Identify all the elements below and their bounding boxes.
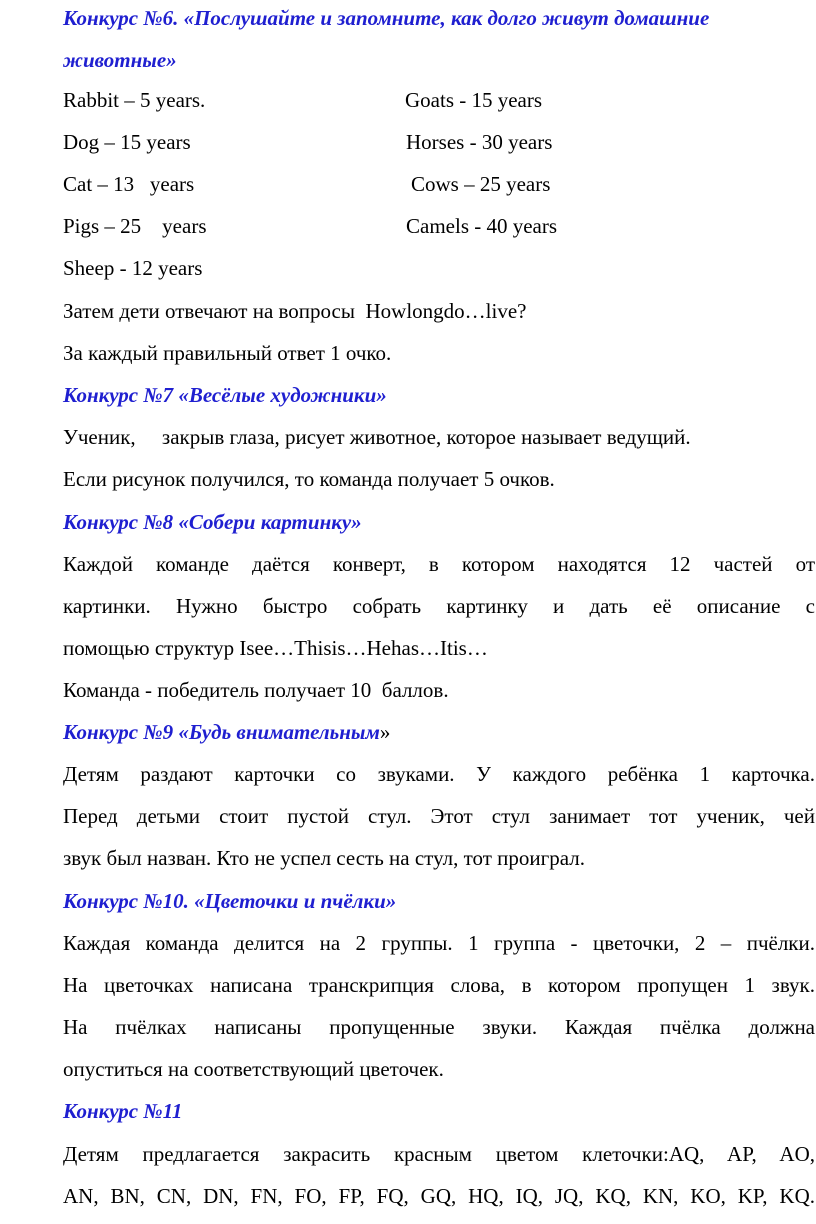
contest7-title: Конкурс №7 «Весёлые художники»: [63, 383, 387, 407]
animal-right: Camels - 40 years: [406, 214, 558, 238]
animal-row-4: [63, 212, 815, 240]
contest11-line2: AN, BN, CN, DN, FN, FO, FP, FQ, GQ, HQ, IQ, JQ, KQ, KN, KO, KP, KQ.: [63, 1184, 815, 1208]
contest11-title: Конкурс №11: [63, 1099, 183, 1123]
contest10-title: Конкурс №10. «Цветочки и пчёлки»: [63, 889, 397, 913]
contest10-line2: На цветочках написана транскрипция слова, в котором пропущен 1 звук.: [63, 973, 815, 997]
animal-left: Sheep - 12 years: [63, 256, 203, 280]
contest8-line2: картинки. Нужно быстро собрать картинку и дать её описание с: [63, 594, 815, 618]
contest8-line3: помощью структур Isee…Thisis…Hehas…Itis…: [63, 636, 488, 660]
animal-left: Cat – 13 years: [63, 172, 195, 196]
contest8-line1: Каждой команде даётся конверт, в котором находятся 12 частей от: [63, 552, 815, 576]
contest7-line2: Если рисунок получился, то команда получает 5 очков.: [63, 467, 555, 491]
animal-left: Rabbit – 5 years.: [63, 88, 206, 112]
contest10-line4: опуститься на соответствующий цветочек.: [63, 1057, 444, 1081]
contest10-line3: На пчёлках написаны пропущенные звуки. Каждая пчёлка должна: [63, 1015, 815, 1039]
contest8-title: Конкурс №8 «Собери картинку»: [63, 510, 362, 534]
contest11-line1: Детям предлагается закрасить красным цветом клеточки:AQ, AP, AO,: [63, 1142, 815, 1166]
animal-row-2: [63, 128, 815, 156]
contest6-title-line1: Конкурс №6. «Послушайте и запомните, как долго живут домашние: [63, 6, 710, 30]
contest8-line4: Команда - победитель получает 10 баллов.: [63, 678, 449, 702]
contest9-title-end: »: [379, 720, 391, 744]
paragraph-line: Ученик, закрыв глаза, рисует животное, которое называет ведущий.: [63, 425, 691, 449]
animal-right: Goats - 15 years: [405, 88, 543, 112]
animal-right: Horses - 30 years: [406, 130, 553, 154]
animal-left: Pigs – 25 years: [63, 214, 207, 238]
contest9-line2: Перед детьми стоит пустой стул. Этот стул занимает тот ученик, чей: [63, 804, 815, 828]
contest6-title-line2: животные»: [63, 48, 177, 72]
contest9-line1: Детям раздают карточки со звуками. У каждого ребёнка 1 карточка.: [63, 762, 815, 786]
contest9-title-row: [63, 718, 815, 746]
animal-row-3: [63, 170, 815, 198]
contest9-title: Конкурс №9 «Будь внимательным: [63, 720, 380, 744]
contest6-text-line1: Затем дети отвечают на вопросы Howlongdo…live?: [63, 299, 527, 323]
contest7-line1: [63, 423, 815, 451]
animal-left: Dog – 15 years: [63, 130, 191, 154]
animal-right: Cows – 25 years: [411, 172, 551, 196]
animal-row-5: [63, 254, 815, 282]
contest6-text-line2: За каждый правильный ответ 1 очко.: [63, 341, 392, 365]
contest10-line1: Каждая команда делится на 2 группы. 1 группа - цветочки, 2 – пчёлки.: [63, 931, 815, 955]
animal-row-1: [63, 86, 815, 114]
contest9-line3: звук был назван. Кто не успел сесть на стул, тот проиграл.: [63, 846, 586, 870]
